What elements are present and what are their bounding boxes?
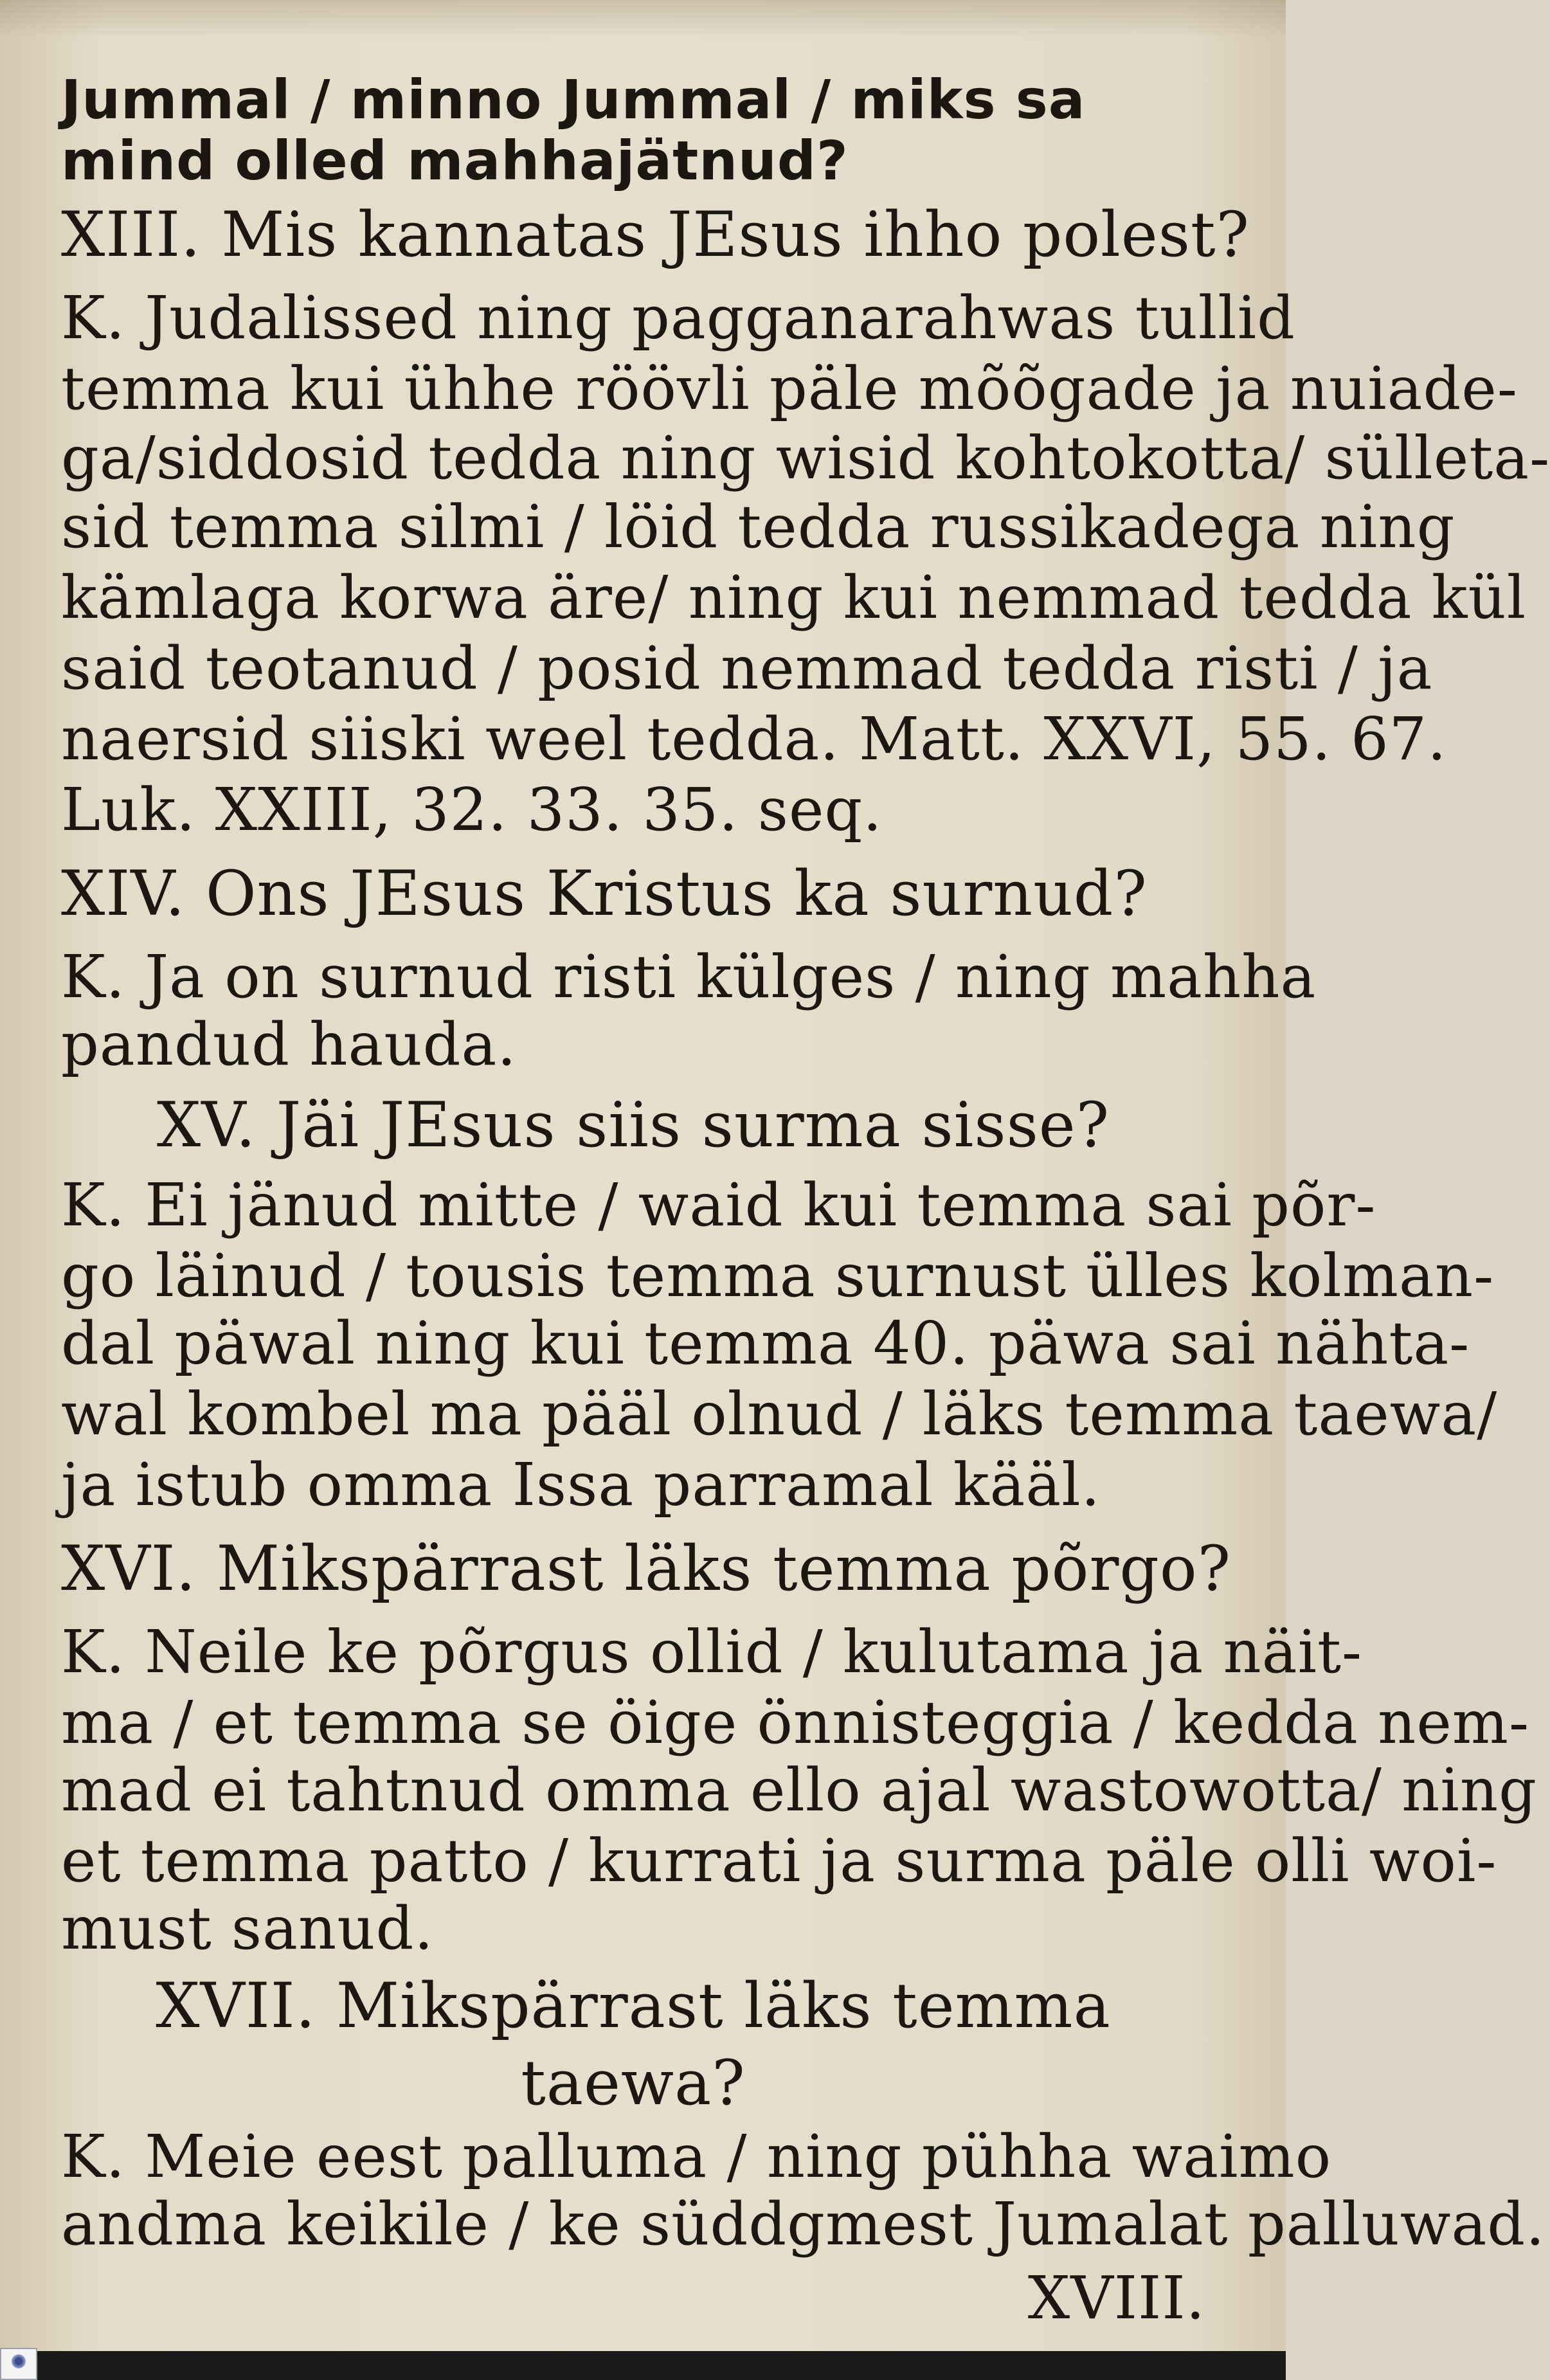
question-heading: XVI. Mikspärrast läks temma põrgo? bbox=[61, 1533, 1232, 1605]
scan-border bbox=[0, 2351, 1286, 2380]
text-line: K. Ja on surnud risti külges / ning mahha bbox=[61, 942, 1317, 1011]
text-line: andma keikile / ke süddgmest Jumalat palluwad. bbox=[61, 2190, 1545, 2258]
text-line: dal päwal ning kui temma 40. päwa sai nähta- bbox=[61, 1309, 1470, 1378]
text-line: go läinud / tousis temma surnust ülles kolman- bbox=[61, 1241, 1495, 1310]
text-line: naersid siiski weel tedda. Matt. XXVI, 55. 67. bbox=[61, 705, 1447, 773]
text-line: said teotanud / posid nemmad tedda risti / ja bbox=[61, 634, 1433, 703]
text-line: kämlaga korwa äre/ ning kui nemmad tedda kül bbox=[61, 563, 1527, 632]
text-line: ja istub omma Issa parramal kääl. bbox=[61, 1450, 1101, 1519]
text-line: K. Ei jänud mitte / waid kui temma sai põr- bbox=[61, 1171, 1376, 1240]
library-stamp bbox=[0, 2348, 37, 2380]
text-line: wal kombel ma pääl olnud / läks temma taewa/ bbox=[61, 1380, 1498, 1448]
question-heading: taewa? bbox=[521, 2047, 746, 2119]
text-line: sid temma silmi / löid tedda russikadega ning bbox=[61, 492, 1455, 561]
text-line: Luk. XXIII, 32. 33. 35. seq. bbox=[61, 775, 883, 844]
text-line: K. Neile ke põrgus ollid / kulutama ja näit- bbox=[61, 1618, 1363, 1686]
text-line: K. Judalissed ning pagganarahwas tullid bbox=[61, 284, 1296, 352]
text-line: K. Meie eest palluma / ning pühha waimo bbox=[61, 2122, 1332, 2191]
text-line: pandud hauda. bbox=[61, 1010, 517, 1079]
text-line: ma / et temma se öige önnisteggia / kedda nem- bbox=[61, 1688, 1530, 1757]
text-line: mind olled mahhajätnud? bbox=[61, 129, 849, 192]
text-line: Jummal / minno Jummal / miks sa bbox=[61, 68, 1086, 131]
question-heading: XIII. Mis kannatas JEsus ihho polest? bbox=[61, 199, 1250, 271]
question-heading: XV. Jäi JEsus siis surma sisse? bbox=[156, 1089, 1110, 1161]
text-line: mad ei tahtnud omma ello ajal wastowotta/ ning bbox=[61, 1756, 1537, 1825]
seal-icon bbox=[12, 2354, 26, 2368]
question-heading: XVII. Mikspärrast läks temma bbox=[156, 1970, 1111, 2042]
catchword: XVIII. bbox=[1027, 2264, 1205, 2332]
text-line: temma kui ühhe röövli päle mõõgade ja nuiade- bbox=[61, 354, 1518, 423]
text-line: ga/siddosid tedda ning wisid kohtokotta/ sülleta- bbox=[61, 424, 1550, 492]
text-line: must sanud. bbox=[61, 1894, 434, 1963]
question-heading: XIV. Ons JEsus Kristus ka surnud? bbox=[61, 858, 1148, 930]
text-line: et temma patto / kurrati ja surma päle olli woi- bbox=[61, 1826, 1497, 1895]
